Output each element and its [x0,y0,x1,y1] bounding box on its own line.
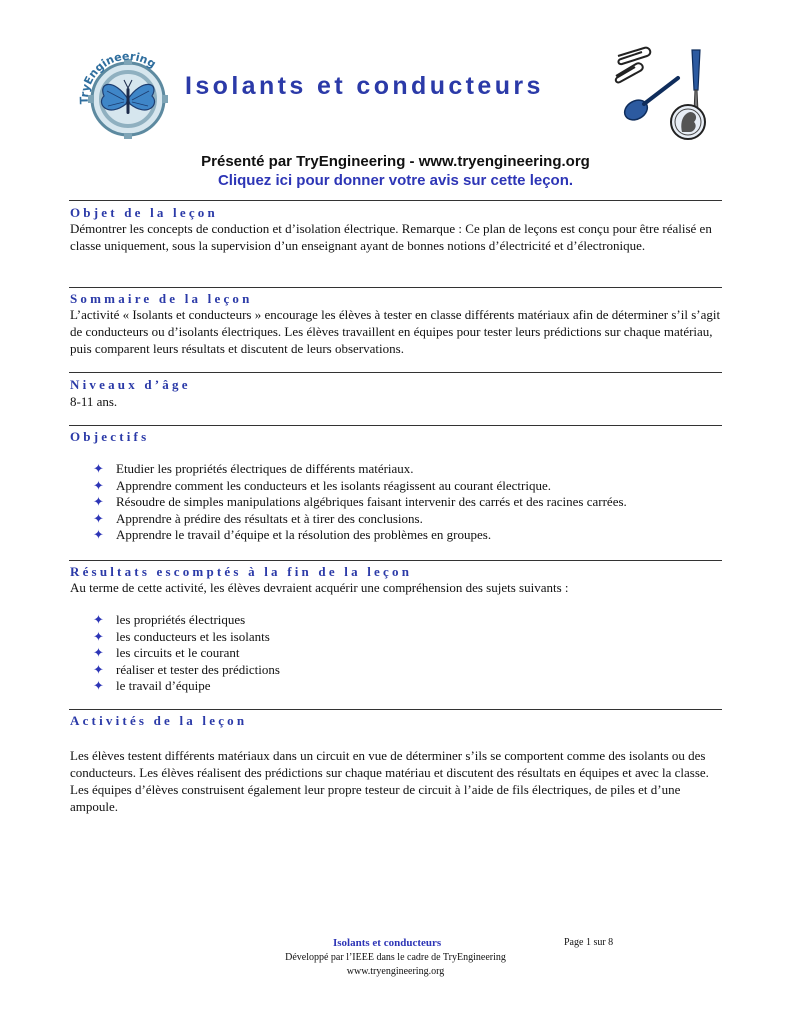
footer-title: Isolants et conducteurs [333,937,442,949]
star-bullet-icon: ✦ [93,494,104,509]
coin-icon [671,105,705,139]
screwdriver-icon [692,50,700,112]
star-bullet-icon: ✦ [93,477,104,493]
text-objet: Démontrer les concepts de conduction et d’isolation électrique. Remarque : Ce plan de leçons est conçu pour être réalisé en classe uniquement, sous la supervision d’un enseignant ayant de bonnes notions d’électricité et d’électronique. [70,221,712,253]
list-item: ✦ les propriétés électriques [93,612,246,627]
section-divider [69,287,722,288]
star-bullet-icon: ✦ [93,612,104,627]
list-item: ✦ Apprendre comment les conducteurs et les isolants réagissent au courant électrique. [93,477,551,493]
text-resultats-intro: Au terme de cette activité, les élèves devraient acquérir une compréhension des sujets suivants : [70,580,569,595]
objectifs-list [93,461,713,544]
footer-url: www.tryengineering.org [346,966,445,977]
heading-objet: Objet de la leçon [70,205,218,220]
page-title: Isolants et conducteurs [185,72,544,100]
paperclip-icon [616,48,650,83]
list-item: ✦ Apprendre le travail d’équipe et la résolution des problèmes en groupes. [93,527,492,542]
section-divider [69,425,722,426]
heading-sommaire: Sommaire de la leçon [70,291,253,306]
text-sommaire: L’activité « Isolants et conducteurs » encourage les élèves à tester en classe différents matériaux afin de déterminer s’il s’agit de conducteurs ou d’isolants électriques. Les élèves travaillent en équipes pour tester leurs prédictions sur chaque matériau, puis comparent leurs résultats et discutent de leurs observations. [70,307,721,356]
list-item: ✦ les conducteurs et les isolants [93,628,270,644]
star-bullet-icon: ✦ [93,527,104,542]
heading-resultats: Résultats escomptés à la fin de la leçon [70,564,413,579]
tryengineering-logo [74,44,180,146]
spoon-icon [621,78,678,124]
materials-illustration [606,42,718,142]
star-bullet-icon: ✦ [93,461,104,476]
heading-niveaux: Niveaux d’âge [70,377,191,392]
heading-activites: Activités de la leçon [70,713,248,728]
star-bullet-icon: ✦ [93,678,104,693]
list-item: ✦ le travail d’équipe [93,678,211,693]
page-number: Page 1 sur 8 [564,937,614,948]
section-divider [69,200,722,201]
star-bullet-icon: ✦ [93,510,104,526]
feedback-link[interactable]: Cliquez ici pour donner votre avis sur cette leçon. [217,172,574,189]
list-item: ✦ les circuits et le courant [93,645,240,660]
list-item: ✦ Résoudre de simples manipulations algébriques faisant intervenir des carrés et des racines carrées. [93,494,627,509]
section-divider [69,709,722,710]
star-bullet-icon: ✦ [93,661,104,677]
section-divider [69,560,722,561]
list-item: ✦ Apprendre à prédire des résultats et à tirer des conclusions. [93,510,423,526]
text-niveaux: 8-11 ans. [70,394,118,409]
presented-by: Présenté par TryEngineering - www.tryengineering.org [201,153,590,170]
star-bullet-icon: ✦ [93,628,104,644]
footer-developed-by: Développé par l’IEEE dans le cadre de TryEngineering [285,952,506,963]
star-bullet-icon: ✦ [93,645,104,660]
section-divider [69,372,722,373]
list-item: ✦ Etudier les propriétés électriques de différents matériaux. [93,461,414,476]
resultats-list [93,612,713,695]
heading-objectifs: Objectifs [70,429,150,444]
text-activites: Les élèves testent différents matériaux dans un circuit en vue de déterminer s’ils se comportent comme des isolants ou des conducteurs. Les élèves réalisent des prédictions sur chaque matériau et discutent des résultats en équipes et avec la classe. Les équipes d’élèves construisent également leur propre testeur de circuit à l’aide de fils électriques, de piles et d’une ampoule. [70,748,709,814]
list-item: ✦ réaliser et tester des prédictions [93,661,280,677]
logo-text: TryEngineering [77,49,159,105]
